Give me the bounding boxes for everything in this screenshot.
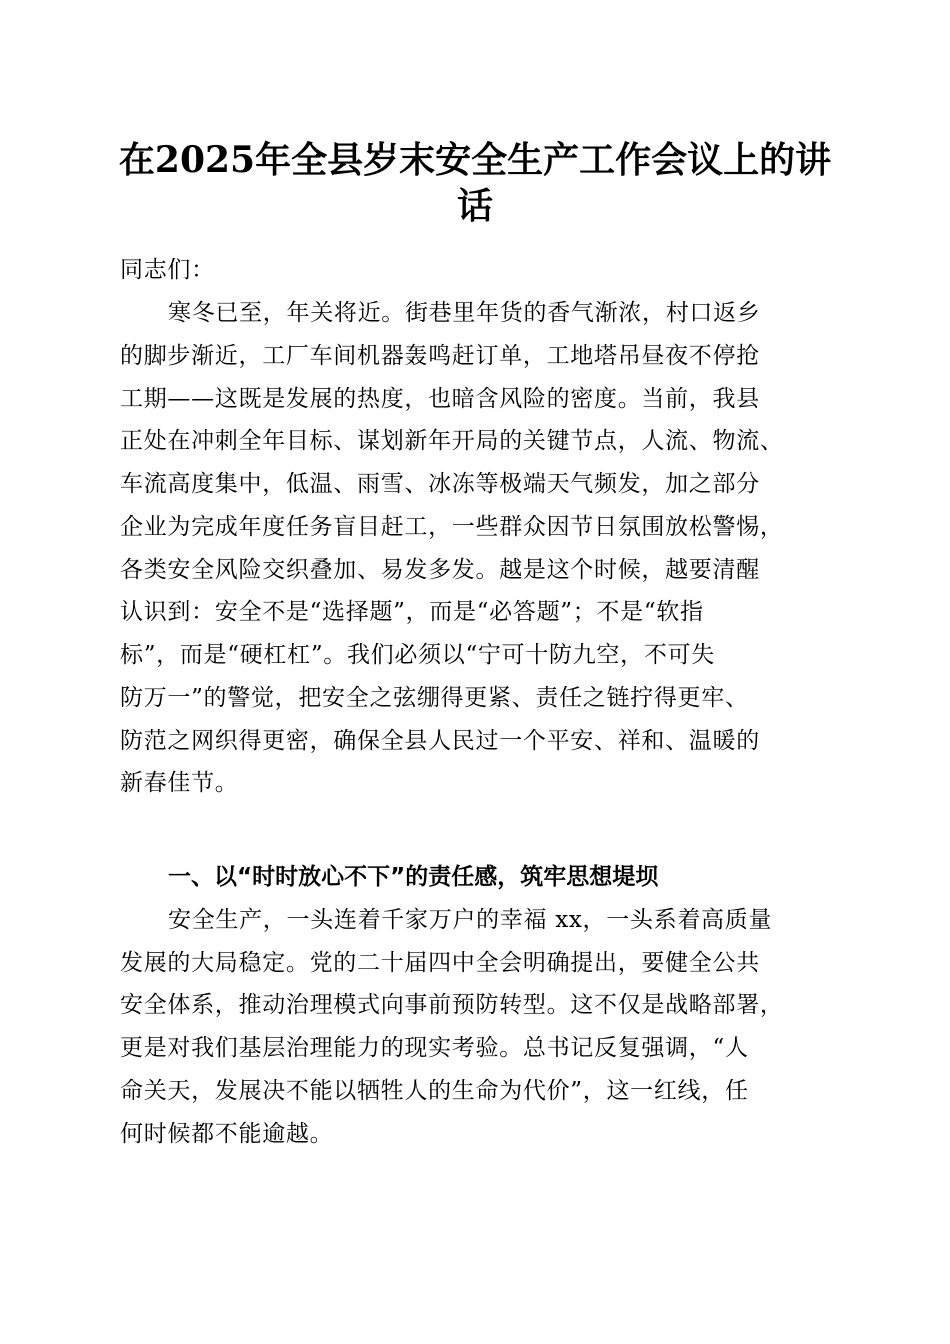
document-title-line-1: 在2025年全县岁末安全生产工作会议上的讲 [118, 139, 832, 181]
text-line: 更是对我们基层治理能力的现实考验。总书记反复强调，“人 [120, 1035, 749, 1062]
text-line: 发展的大局稳定。党的二十届四中全会明确提出，要健全公共 [120, 949, 760, 976]
text-line: 新春佳节。 [120, 770, 239, 797]
text-line: 安全体系，推动治理模式向事前预防转型。这不仅是战略部署， [120, 992, 784, 1019]
text-line: 安全生产，一头连着千家万户的幸福 xx，一头系着高质量 [168, 907, 773, 933]
text-line: 的脚步渐近，工厂车间机器轰鸣赶订单，工地塔吊昼夜不停抢 [120, 342, 760, 369]
document-title-line-2: 话 [456, 185, 493, 227]
section-heading-1: 一、以“时时放心不下”的责任感，筑牢思想堤坝 [168, 864, 659, 890]
salutation: 同志们： [120, 257, 215, 283]
text-line: 企业为完成年度任务盲目赶工，一些群众因节日氛围放松警惕， [120, 513, 784, 540]
text-line: 防范之网织得更密，确保全县人民过一个平安、祥和、温暖的 [120, 727, 760, 754]
text-line: 工期——这既是发展的热度，也暗含风险的密度。当前，我县 [120, 385, 760, 412]
text-line: 寒冬已至，年关将近。街巷里年货的香气渐浓，村口返乡 [168, 300, 761, 326]
text-line: 认识到：安全不是“选择题”，而是“必答题”；不是“软指 [120, 599, 704, 626]
text-line: 车流高度集中，低温、雨雪、冰冻等极端天气频发，加之部分 [120, 471, 760, 497]
text-line: 各类安全风险交织叠加、易发多发。越是这个时候，越要清醒 [120, 556, 760, 583]
text-line: 正处在冲刺全年目标、谋划新年开局的关键节点，人流、物流、 [120, 428, 784, 455]
text-line: 标”，而是“硬杠杠”。我们必须以“宁可十防九空，不可失 [120, 642, 715, 668]
text-line: 防万一”的警觉，把安全之弦绷得更紧、责任之链拧得更牢、 [120, 684, 749, 711]
text-line: 何时候都不能逾越。 [120, 1120, 334, 1147]
text-line: 命关天，发展决不能以牺牲人的生命为代价”，这一红线，任 [120, 1077, 749, 1104]
